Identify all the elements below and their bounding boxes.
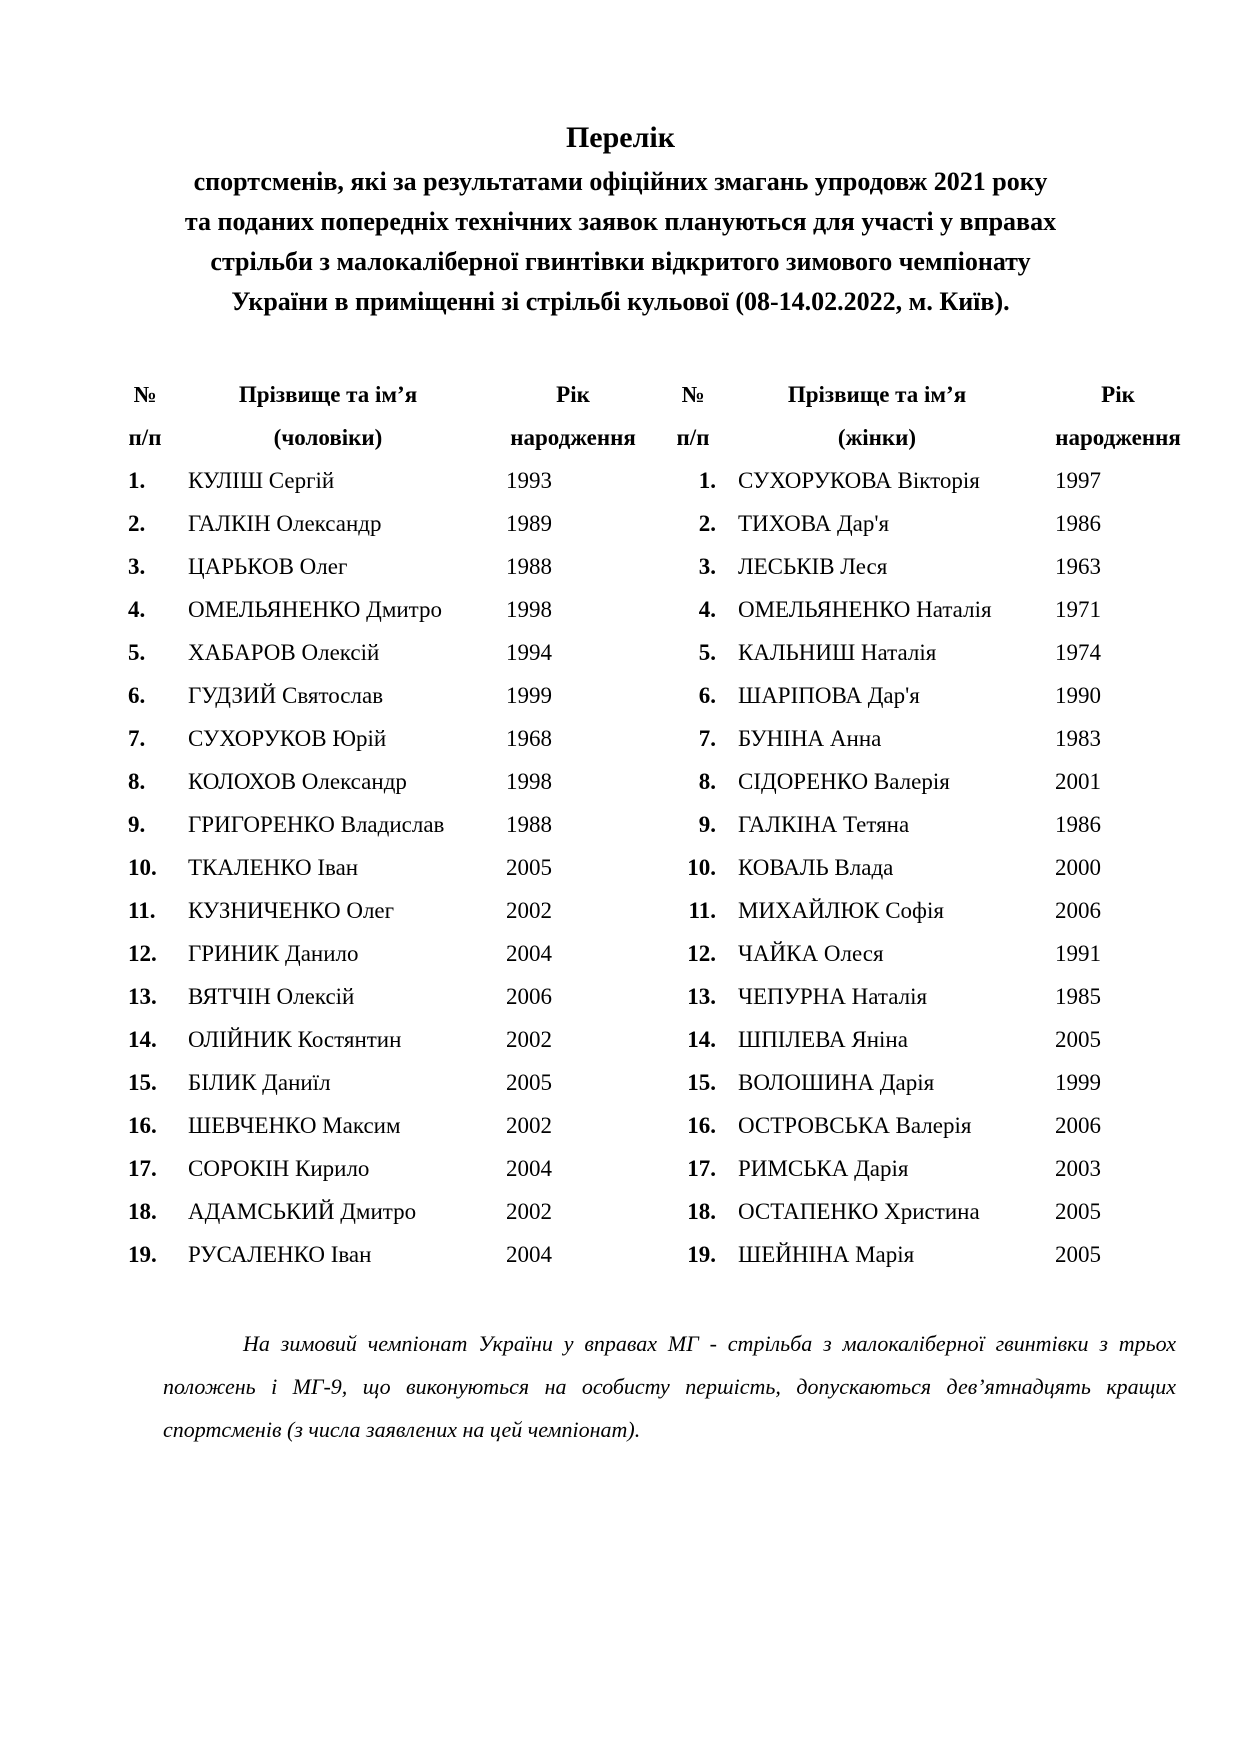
row-number: 15. [687,1070,716,1095]
birth-year: 2005 [506,1070,552,1095]
document-subtitle [0,162,1241,322]
row-number: 10. [128,855,157,880]
row-number: 12. [128,941,157,966]
birth-year: 2002 [506,1199,552,1224]
birth-year: 2000 [1055,855,1101,880]
birth-year: 1985 [1055,984,1101,1009]
row-number: 19. [687,1242,716,1267]
birth-year: 1986 [1055,511,1101,536]
birth-year: 1998 [506,597,552,622]
header-num: п/п [128,425,162,450]
header-name: (жінки) [837,425,917,450]
birth-year: 2003 [1055,1156,1101,1181]
row-number: 9. [128,812,146,837]
subtitle-line: України в приміщенні зі стрільбі кульової (08-14.02.2022, м. Київ). [231,287,1010,316]
birth-year: 1986 [1055,812,1101,837]
athlete-name: ШАРІПОВА Дар'я [738,683,920,708]
athlete-name: ЦАРЬКОВ Олег [188,554,348,579]
header-year: народження [1055,425,1181,450]
athlete-name: АДАМСЬКИЙ Дмитро [188,1199,417,1224]
athlete-name: ХАБАРОВ Олексій [188,640,380,665]
birth-year: 1999 [1055,1070,1101,1095]
birth-year: 2005 [506,855,552,880]
birth-year: 1991 [1055,941,1101,966]
birth-year: 1990 [1055,683,1101,708]
birth-year: 1963 [1055,554,1101,579]
athlete-name: ОСТРОВСЬКА Валерія [738,1113,972,1138]
athlete-name: ШЕВЧЕНКО Максим [188,1113,401,1138]
athlete-name: ГУДЗИЙ Святослав [188,683,384,708]
athlete-name: ОМЕЛЬЯНЕНКО Дмитро [188,597,443,622]
athlete-name: ЛЕСЬКІВ Леся [738,554,888,579]
birth-year: 1989 [506,511,552,536]
row-number: 11. [688,898,716,923]
athlete-name: ВОЛОШИНА Дарія [738,1070,935,1095]
row-number: 14. [128,1027,157,1052]
birth-year: 1994 [506,640,552,665]
birth-year: 2004 [506,1242,552,1267]
athlete-name: ОСТАПЕНКО Христина [738,1199,980,1224]
birth-year: 1999 [506,683,552,708]
athlete-name: КОВАЛЬ Влада [738,855,894,880]
birth-year: 2005 [1055,1199,1101,1224]
birth-year: 2004 [506,1156,552,1181]
birth-year: 2006 [506,984,552,1009]
athlete-name: ГАЛКІНА Тетяна [738,812,910,837]
row-number: 2. [698,511,716,536]
birth-year: 2005 [1055,1242,1101,1267]
birth-year: 1988 [506,554,552,579]
row-number: 17. [687,1156,716,1181]
document-header [0,118,1241,322]
row-number: 16. [128,1113,157,1138]
athlete-name: ТИХОВА Дар'я [738,511,890,536]
athlete-name: ЧЕПУРНА Наталія [738,984,928,1009]
row-number: 2. [128,511,146,536]
athlete-name: ГРИНИК Данило [188,941,359,966]
row-number: 3. [698,554,716,579]
athlete-name: СОРОКІН Кирило [188,1156,370,1181]
row-number: 8. [698,769,716,794]
row-number: 10. [687,855,716,880]
birth-year: 1998 [506,769,552,794]
birth-year: 2004 [506,941,552,966]
header-name: Прізвище та ім’я [787,382,967,407]
row-number: 9. [698,812,716,837]
header-num: № [681,382,705,407]
athlete-name: КУЗНИЧЕНКО Олег [188,898,395,923]
row-number: 8. [128,769,146,794]
row-number: 1. [698,468,716,493]
birth-year: 2005 [1055,1027,1101,1052]
row-number: 6. [128,683,146,708]
athlete-name: КОЛОХОВ Олександр [188,769,407,794]
document-title: Перелік [565,121,676,154]
birth-year: 2001 [1055,769,1101,794]
birth-year: 2006 [1055,1113,1101,1138]
row-number: 18. [128,1199,157,1224]
row-number: 3. [128,554,146,579]
birth-year: 1983 [1055,726,1101,751]
athlete-name: БУНІНА Анна [738,726,882,751]
athlete-name: ВЯТЧІН Олексій [188,984,355,1009]
birth-year: 2006 [1055,898,1101,923]
athlete-name: ШПІЛЕВА Яніна [738,1027,908,1052]
birth-year: 1971 [1055,597,1101,622]
birth-year: 1997 [1055,468,1101,493]
row-number: 4. [698,597,716,622]
row-number: 13. [687,984,716,1009]
birth-year: 1988 [506,812,552,837]
row-number: 5. [128,640,146,665]
row-number: 1. [128,468,146,493]
row-number: 13. [128,984,157,1009]
row-number: 11. [128,898,156,923]
subtitle-line: та поданих попередніх технічних заявок плануються для участі у вправах [184,207,1057,236]
athlete-name: СУХОРУКОВА Вікторія [738,468,980,493]
header-year: народження [510,425,636,450]
athlete-name: ОЛІЙНИК Костянтин [188,1027,402,1052]
row-number: 7. [698,726,716,751]
row-number: 4. [128,597,146,622]
athlete-name: РУСАЛЕНКО Іван [188,1242,372,1267]
row-number: 17. [128,1156,157,1181]
row-number: 7. [128,726,146,751]
birth-year: 2002 [506,898,552,923]
athlete-name: ОМЕЛЬЯНЕНКО Наталія [738,597,992,622]
athlete-name: ШЕЙНІНА Марія [738,1242,915,1267]
row-number: 15. [128,1070,157,1095]
athlete-name: СІДОРЕНКО Валерія [738,769,950,794]
athlete-name: КУЛІШ Сергій [188,468,335,493]
row-number: 18. [687,1199,716,1224]
athlete-name: РИМСЬКА Дарія [738,1156,909,1181]
header-num: п/п [676,425,710,450]
birth-year: 1968 [506,726,552,751]
birth-year: 2002 [506,1113,552,1138]
header-name: Прізвище та ім’я [238,382,418,407]
header-num: № [133,382,157,407]
header-name: (чоловіки) [273,425,383,450]
admission-note: На зимовий чемпіонат України у вправах МГ - стрільба з малокаліберної гвинтівки з трьох положень і МГ-9, що виконуються на особисту першість, допускаються дев’ятнадцять кращих спортсменів (з числа заявлених на цей чемпіонат). [163,1331,1176,1442]
athlete-name: ГАЛКІН Олександр [188,511,382,536]
athlete-name: БІЛИК Даниїл [188,1070,331,1095]
athlete-name: ТКАЛЕНКО Іван [188,855,359,880]
subtitle-line: спортсменів, які за результатами офіційних змагань упродовж 2021 року [193,167,1048,196]
header-year: Рік [1101,382,1135,407]
athlete-name: СУХОРУКОВ Юрій [188,726,387,751]
subtitle-line: стрільби з малокаліберної гвинтівки відкритого зимового чемпіонату [210,247,1031,276]
row-number: 14. [687,1027,716,1052]
birth-year: 1993 [506,468,552,493]
athlete-name: ЧАЙКА Олеся [738,941,884,966]
row-number: 12. [687,941,716,966]
birth-year: 1974 [1055,640,1101,665]
row-number: 5. [698,640,716,665]
header-year: Рік [556,382,590,407]
athlete-name: МИХАЙЛЮК Софія [738,898,944,923]
athlete-name: ГРИГОРЕНКО Владислав [188,812,445,837]
row-number: 6. [698,683,716,708]
row-number: 19. [128,1242,157,1267]
row-number: 16. [687,1113,716,1138]
birth-year: 2002 [506,1027,552,1052]
athlete-name: КАЛЬНИШ Наталія [738,640,937,665]
